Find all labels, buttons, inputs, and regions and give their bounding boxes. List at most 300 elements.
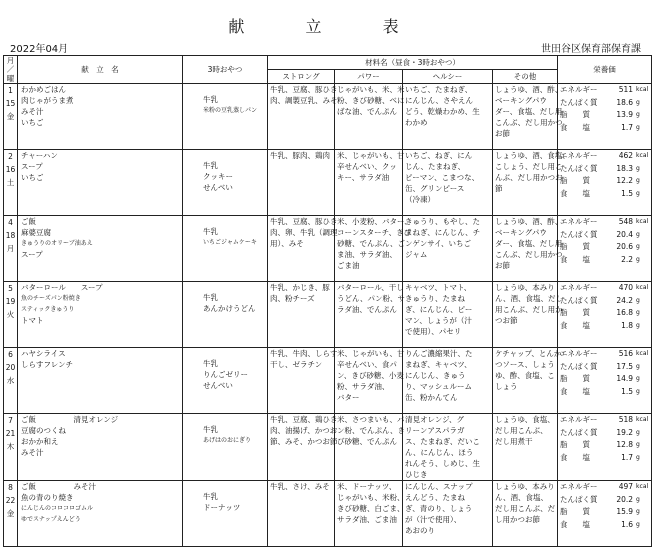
nutrient-row <box>560 481 651 494</box>
nutrient-value: 16.8 <box>616 308 634 318</box>
material-line: しょうゆ、酒、酢、 <box>495 217 563 226</box>
day-line: 22 <box>5 496 16 505</box>
nutrient-value: 470 <box>618 283 634 292</box>
material-line: ん、にんじん、ほう <box>405 448 474 457</box>
nutrient-row <box>560 320 651 333</box>
nutrient-unit: g <box>636 321 640 329</box>
snack-item: 牛乳 <box>203 359 218 368</box>
material-line: だし用こんぶ、だ <box>495 504 556 513</box>
nutrient-unit: g <box>636 243 640 251</box>
nutrient-label: エネルギー <box>560 349 598 358</box>
material-line: じん、たまねぎ、 <box>405 162 466 171</box>
nutrient-value: 12.8 <box>616 440 634 450</box>
year-month: 2022年04月 <box>10 44 69 55</box>
col-header-power: パワー <box>335 70 403 84</box>
day-row <box>4 216 652 282</box>
material-line: お節 <box>495 129 510 138</box>
day-line: 月 <box>6 244 15 253</box>
snack-cell <box>183 414 268 481</box>
day-line: 4 <box>8 218 13 227</box>
nutrition-cell <box>558 84 652 150</box>
nutrient-row <box>560 84 651 97</box>
material-cell-healthy <box>403 282 493 348</box>
nutrient-unit: g <box>636 309 640 317</box>
nutrient-unit: g <box>636 375 640 383</box>
material-line: 清見オレンジ、グ <box>405 415 465 424</box>
material-line: 缶、粉かんてん <box>405 393 458 402</box>
material-cell-strong <box>268 481 335 547</box>
nutrient-value: 2.2 <box>621 254 634 264</box>
material-line: キー、サラダ油 <box>337 173 390 182</box>
material-line: 砂糖、でんぷん、ご <box>337 239 405 248</box>
material-line: （冷凍） <box>405 195 435 204</box>
nutrient-unit: g <box>636 296 640 304</box>
material-line: が（汁で使用）、 <box>405 515 462 524</box>
day-row <box>4 84 652 150</box>
day-line: 5 <box>8 284 13 293</box>
nutrient-row <box>560 163 651 176</box>
nutrient-label: エネルギー <box>560 415 598 424</box>
nutrient-row <box>560 506 651 519</box>
nutrient-label: 食 塩 <box>560 519 591 529</box>
snack-cell <box>183 216 268 282</box>
material-cell-power <box>335 216 412 282</box>
day-cell <box>4 481 18 547</box>
nutrient-row <box>560 229 651 242</box>
material-line: 辛せんべい、食パ <box>337 360 397 369</box>
snack-cell <box>183 481 268 547</box>
nutrition-cell <box>558 481 652 547</box>
nutrient-label: 脂 質 <box>560 374 591 384</box>
nutrient-value: 548 <box>618 217 634 226</box>
dish-cell <box>18 414 183 481</box>
material-cell-other <box>493 414 558 481</box>
nutrient-label: たんぱく質 <box>560 229 598 239</box>
menu-table <box>3 55 652 547</box>
material-cell-healthy <box>403 84 493 150</box>
nutrient-row <box>560 122 651 135</box>
nutrient-value: 13.9 <box>616 110 634 120</box>
day-line: 水 <box>6 376 15 385</box>
nutrient-value: 20.2 <box>616 494 634 504</box>
snack-cell <box>183 84 268 150</box>
material-line: じゃがいも、米粉、 <box>337 493 405 502</box>
material-cell-strong <box>268 216 338 282</box>
nutrient-label: エネルギー <box>560 85 598 94</box>
dish-cell <box>18 481 183 547</box>
material-line: 節、みそ、かつお節 <box>270 437 338 446</box>
nutrient-label: エネルギー <box>560 283 598 292</box>
material-cell-healthy <box>403 348 493 414</box>
dish-name: ご飯 <box>21 217 36 226</box>
material-line: び砂糖、でんぷん <box>337 437 397 446</box>
material-line: れんそう、しめじ、生 <box>405 459 480 468</box>
dish-name: ゆでスナップえんどう <box>21 516 81 523</box>
material-line: んぶ、だし用かつお <box>495 173 563 182</box>
day-row <box>4 150 652 216</box>
nutrient-value: 1.7 <box>621 452 634 462</box>
material-line: 用こんぶ、だし用か <box>495 305 563 314</box>
dish-name: 豆腐のつくね <box>21 426 66 435</box>
dish-name: みそ汁 <box>21 107 44 116</box>
material-line: 米、じゃがいも、甘 <box>337 151 405 160</box>
nutrition-cell <box>558 150 652 216</box>
day-line: 2 <box>8 152 13 161</box>
material-line: 肉、粉チーズ <box>270 294 315 303</box>
material-line: にんじん、きゅう <box>405 371 466 380</box>
material-cell-strong <box>268 84 338 150</box>
nutrient-unit: g <box>636 453 640 461</box>
snack-cell <box>183 150 268 216</box>
day-line: 15 <box>5 99 16 108</box>
material-line: 米、ドーナッツ、 <box>337 482 397 491</box>
material-line: しょうゆ、本みり <box>495 283 555 292</box>
material-cell-power <box>335 84 403 150</box>
day-cell <box>4 150 18 216</box>
col-header-nutrition: 栄養価 <box>558 56 652 84</box>
nutrient-value: 24.2 <box>616 295 634 305</box>
nutrient-unit: kcal <box>636 86 649 93</box>
nutrient-row <box>560 386 651 399</box>
dish-name: 魚の青のり焼き <box>21 493 74 502</box>
material-line: ま油、サラダ油、 <box>337 250 397 259</box>
material-line: 用）、みそ <box>270 239 304 248</box>
nutrient-value: 462 <box>618 151 634 160</box>
snack-item: せんべい <box>203 183 233 192</box>
material-line: しょうゆ、食塩、 <box>495 415 555 424</box>
col-header-strong: ストロング <box>268 70 335 84</box>
day-line: 土 <box>6 178 15 187</box>
nutrient-unit: g <box>636 164 640 172</box>
material-cell-other <box>493 150 570 216</box>
snack-item: クッキー <box>203 172 233 181</box>
material-line: 辛せんべい、クッ <box>337 162 397 171</box>
dish-name: みそ汁 <box>21 448 44 457</box>
material-line: ス、たまねぎ、だいこ <box>405 437 480 446</box>
material-line: ジャム <box>405 250 428 259</box>
nutrient-row <box>560 414 651 427</box>
material-line: ダー、食塩、だし用 <box>495 107 563 116</box>
dish-cell <box>18 216 183 282</box>
material-cell-strong <box>268 414 338 481</box>
nutrient-unit: kcal <box>636 350 649 357</box>
material-line: にんじん、スナップ <box>405 482 473 491</box>
material-line: ラダ油、でんぷん <box>337 305 397 314</box>
material-cell-other <box>493 282 563 348</box>
material-line: マン、しょうが（汁 <box>405 316 472 325</box>
day-row <box>4 348 652 414</box>
nutrient-value: 1.5 <box>621 386 634 396</box>
dish-name: スティックきゅうり <box>21 306 75 313</box>
dish-cell <box>18 282 183 348</box>
material-cell-power <box>335 150 403 216</box>
col-header-snack: 3時おやつ <box>183 56 268 84</box>
material-line: こしょう、だし用こ <box>495 162 563 171</box>
snack-item: あげはのおにぎり <box>203 437 252 444</box>
material-cell-strong <box>268 348 338 414</box>
material-line: だし用こんぶ、 <box>495 426 548 435</box>
nutrient-label: 脂 質 <box>560 176 591 186</box>
day-line: 7 <box>8 416 13 425</box>
day-row <box>4 282 652 348</box>
material-line: お節 <box>495 261 510 270</box>
nutrient-label: エネルギー <box>560 482 598 491</box>
material-line: ん、酒、食塩、だし <box>495 294 563 303</box>
nutrient-label: 食 塩 <box>560 122 591 132</box>
nutrient-row <box>560 150 651 163</box>
material-line: わかめ <box>405 118 428 127</box>
material-cell-other <box>493 348 562 414</box>
snack-item: あんかけうどん <box>203 304 256 313</box>
material-line: 肉、調製豆乳、みそ <box>270 96 338 105</box>
nutrient-label: 脂 質 <box>560 308 591 318</box>
material-line: きゅうり、もやし、た <box>405 217 480 226</box>
material-cell-healthy <box>403 150 493 216</box>
col-header-healthy: ヘルシー <box>403 70 493 84</box>
nutrition-cell <box>558 216 652 282</box>
nutrient-unit: g <box>636 230 640 238</box>
dish-cell <box>18 150 183 216</box>
nutrient-row <box>560 216 651 229</box>
material-cell-other <box>493 84 563 150</box>
material-line: キャベツ、トマト、 <box>405 283 472 292</box>
nutrient-label: たんぱく質 <box>560 97 598 107</box>
nutrient-label: たんぱく質 <box>560 427 598 437</box>
nutrient-value: 18.6 <box>616 97 634 107</box>
material-line: ピーマン、こまつな、 <box>405 173 480 182</box>
material-cell-power <box>335 282 403 348</box>
material-cell-strong <box>268 282 335 348</box>
snack-cell <box>183 348 268 414</box>
snack-item: 牛乳 <box>203 161 218 170</box>
dish-name: 麻婆豆腐 <box>21 228 51 237</box>
day-cell <box>4 216 18 282</box>
material-line: だし用煮干 <box>495 437 533 446</box>
material-line: 牛乳、豆腐、豚ひき <box>270 217 338 226</box>
material-line: えんどう、たまね <box>405 493 465 502</box>
material-line: 牛乳、かじき、豚 <box>270 283 330 292</box>
nutrient-value: 1.5 <box>621 188 634 198</box>
snack-item: 米粉の豆乳蒸しパン <box>203 107 258 114</box>
nutrient-unit: g <box>636 111 640 119</box>
nutrient-unit: g <box>636 123 640 131</box>
page-title: 献 立 表 <box>228 17 427 36</box>
nutrient-unit: g <box>636 177 640 185</box>
dish-name: スープ <box>21 250 43 259</box>
material-line: ン粉、でんぷん、き <box>337 426 405 435</box>
nutrient-value: 17.5 <box>616 361 634 371</box>
material-line: いちご、たまねぎ、 <box>405 85 473 94</box>
nutrient-label: 食 塩 <box>560 452 591 462</box>
day-row <box>4 414 652 481</box>
material-line: 牛乳、さけ、みそ <box>270 482 330 491</box>
snack-item: 牛乳 <box>203 425 218 434</box>
material-cell-other <box>493 481 558 547</box>
material-cell-power <box>335 348 403 414</box>
nutrient-label: 食 塩 <box>560 320 591 330</box>
snack-item: いちごジャムケーキ <box>203 239 257 246</box>
nutrient-label: エネルギー <box>560 217 598 226</box>
nutrient-value: 1.7 <box>621 122 634 132</box>
dish-name: トマト <box>21 316 44 325</box>
nutrient-row <box>560 109 651 122</box>
dish-name: しらすフレンチ <box>21 360 74 369</box>
snack-item: ドーナッツ <box>203 503 241 512</box>
nutrient-label: たんぱく質 <box>560 361 598 371</box>
nutrient-unit: g <box>636 387 640 395</box>
dish-cell <box>18 348 183 414</box>
dish-name: にんじんのコロコロゴムル <box>21 505 94 512</box>
material-line: まねぎ、にんじん、チ <box>405 228 481 237</box>
nutrient-row <box>560 175 651 188</box>
day-line: 木 <box>6 442 15 451</box>
nutrient-row <box>560 188 651 201</box>
nutrient-row <box>560 494 651 507</box>
material-line: 牛乳、豆腐、鶏ひき <box>270 415 338 424</box>
material-cell-other <box>493 216 563 282</box>
material-line: ごま油 <box>337 261 360 270</box>
nutrient-label: 脂 質 <box>560 440 591 450</box>
nutrient-value: 1.6 <box>621 519 634 529</box>
nutrient-unit: kcal <box>636 284 649 291</box>
day-line: 金 <box>6 509 15 518</box>
col-header-other: その他 <box>493 70 558 84</box>
material-line: しょうゆ、酒、酢、 <box>495 85 563 94</box>
material-line: り、マッシュルーム <box>405 382 473 391</box>
material-line: ゆ、酢、食塩、こ <box>495 371 555 380</box>
nutrient-value: 20.4 <box>616 229 634 239</box>
nutrient-row <box>560 361 651 374</box>
nutrient-row <box>560 348 651 361</box>
material-line: ひじき <box>405 470 428 479</box>
snack-item: 牛乳 <box>203 492 218 501</box>
nutrient-row <box>560 373 651 386</box>
material-line: うどん、パン粉、サ <box>337 294 405 303</box>
day-line: 21 <box>5 429 16 438</box>
organization-name: 世田谷区保育部保育課 <box>541 44 641 55</box>
material-line: ベーキングパウ <box>495 96 547 105</box>
material-line: 肉、油揚げ、かつお <box>270 426 338 435</box>
nutrient-unit: g <box>636 255 640 263</box>
nutrient-value: 12.2 <box>616 176 634 186</box>
nutrient-unit: g <box>636 189 640 197</box>
material-line: で使用）、パセリ <box>405 327 462 336</box>
nutrient-unit: g <box>636 520 640 528</box>
material-line: どう、乾燥わかめ、生 <box>405 107 480 116</box>
day-cell <box>4 414 18 481</box>
nutrient-label: 脂 質 <box>560 110 591 120</box>
snack-item: りんごゼリー <box>203 370 248 379</box>
day-line: 19 <box>5 297 16 306</box>
material-line: 干し、ゼラチン <box>270 360 323 369</box>
snack-item: 牛乳 <box>203 95 218 104</box>
nutrient-value: 15.9 <box>616 507 634 517</box>
nutrient-label: 脂 質 <box>560 507 591 517</box>
col-header-materials: 材料名（昼食・3時おやつ） <box>268 56 558 70</box>
nutrient-row <box>560 254 651 267</box>
material-cell-healthy <box>403 216 493 282</box>
material-line: しょうゆ、酒、食塩、 <box>495 151 570 160</box>
material-line: きゅうり、たまね <box>405 294 465 303</box>
material-line: リーンアスパラガ <box>405 426 465 435</box>
nutrient-unit: g <box>636 441 640 449</box>
day-cell <box>4 282 18 348</box>
material-line: ンゲンサイ、いちご <box>405 239 471 248</box>
material-cell-power <box>335 414 403 481</box>
nutrient-unit: g <box>636 362 640 370</box>
material-line: こんぶ、だし用かつ <box>495 118 563 127</box>
dish-name: いちご <box>21 173 44 182</box>
nutrient-row <box>560 427 651 440</box>
nutrient-value: 497 <box>618 482 634 491</box>
material-line: ぎ、青のり、しょう <box>405 504 473 513</box>
nutrient-value: 20.6 <box>616 242 634 252</box>
snack-item: 牛乳 <box>203 293 218 302</box>
material-line: りんご濃縮果汁、た <box>405 349 473 358</box>
material-line: コーンスターチ、きび <box>337 228 412 237</box>
material-line: じゃがいも、米、米 <box>337 85 405 94</box>
material-line: サラダ油、ごま油 <box>337 515 397 524</box>
material-line: 牛乳、豚肉、鶏肉 <box>270 151 330 160</box>
nutrient-row <box>560 97 651 110</box>
menu-rows <box>4 84 652 547</box>
nutrient-label: 食 塩 <box>560 386 591 396</box>
col-header-menu: 献 立 名 <box>18 56 183 84</box>
nutrient-value: 19.2 <box>616 427 634 437</box>
material-line: こんぶ、だし用かつ <box>495 250 563 259</box>
material-line: ぎ、にんじん、ピー <box>405 305 473 314</box>
nutrition-cell <box>558 414 652 481</box>
material-line: ベーキングパウ <box>495 228 547 237</box>
material-line: しょうゆ、本みり <box>495 482 555 491</box>
nutrient-row <box>560 295 651 308</box>
day-line: 火 <box>6 310 15 319</box>
nutrient-unit: g <box>636 495 640 503</box>
nutrient-label: たんぱく質 <box>560 295 598 305</box>
material-line: ダー、食塩、だし用 <box>495 239 563 248</box>
dish-name: わかめごはん <box>21 85 66 94</box>
nutrient-value: 18.3 <box>616 163 634 173</box>
dish-name: ご飯 みそ汁 <box>21 482 96 491</box>
day-line: 金 <box>6 112 15 121</box>
nutrient-value: 516 <box>618 349 634 358</box>
day-line: 16 <box>5 165 16 174</box>
nutrient-unit: kcal <box>636 416 649 423</box>
material-line: 米、さつまいも、パ <box>337 415 405 424</box>
nutrient-row <box>560 519 651 532</box>
nutrient-value: 518 <box>618 415 634 424</box>
nutrient-label: たんぱく質 <box>560 163 598 173</box>
material-line: いちご、ねぎ、にん <box>405 151 473 160</box>
snack-item: せんべい <box>203 381 233 390</box>
material-line: 節 <box>495 184 503 193</box>
material-cell-power <box>335 481 403 547</box>
material-line: つソース、しょう <box>495 360 555 369</box>
material-cell-healthy <box>403 414 493 481</box>
nutrition-cell <box>558 282 652 348</box>
dish-name: いちご <box>21 118 44 127</box>
day-line: 6 <box>8 350 13 359</box>
material-line: つお節 <box>495 316 518 325</box>
nutrient-row <box>560 307 651 320</box>
day-cell <box>4 84 18 150</box>
material-line: ン、きび砂糖、小麦 <box>337 371 404 380</box>
material-line: ばな油、でんぷん <box>337 107 397 116</box>
dish-name: ご飯 清見オレンジ <box>21 415 119 424</box>
material-line: にんじん、さやえん <box>405 96 473 105</box>
nutrient-unit: g <box>636 428 640 436</box>
material-line: きび砂糖、白ごま、 <box>337 504 405 513</box>
